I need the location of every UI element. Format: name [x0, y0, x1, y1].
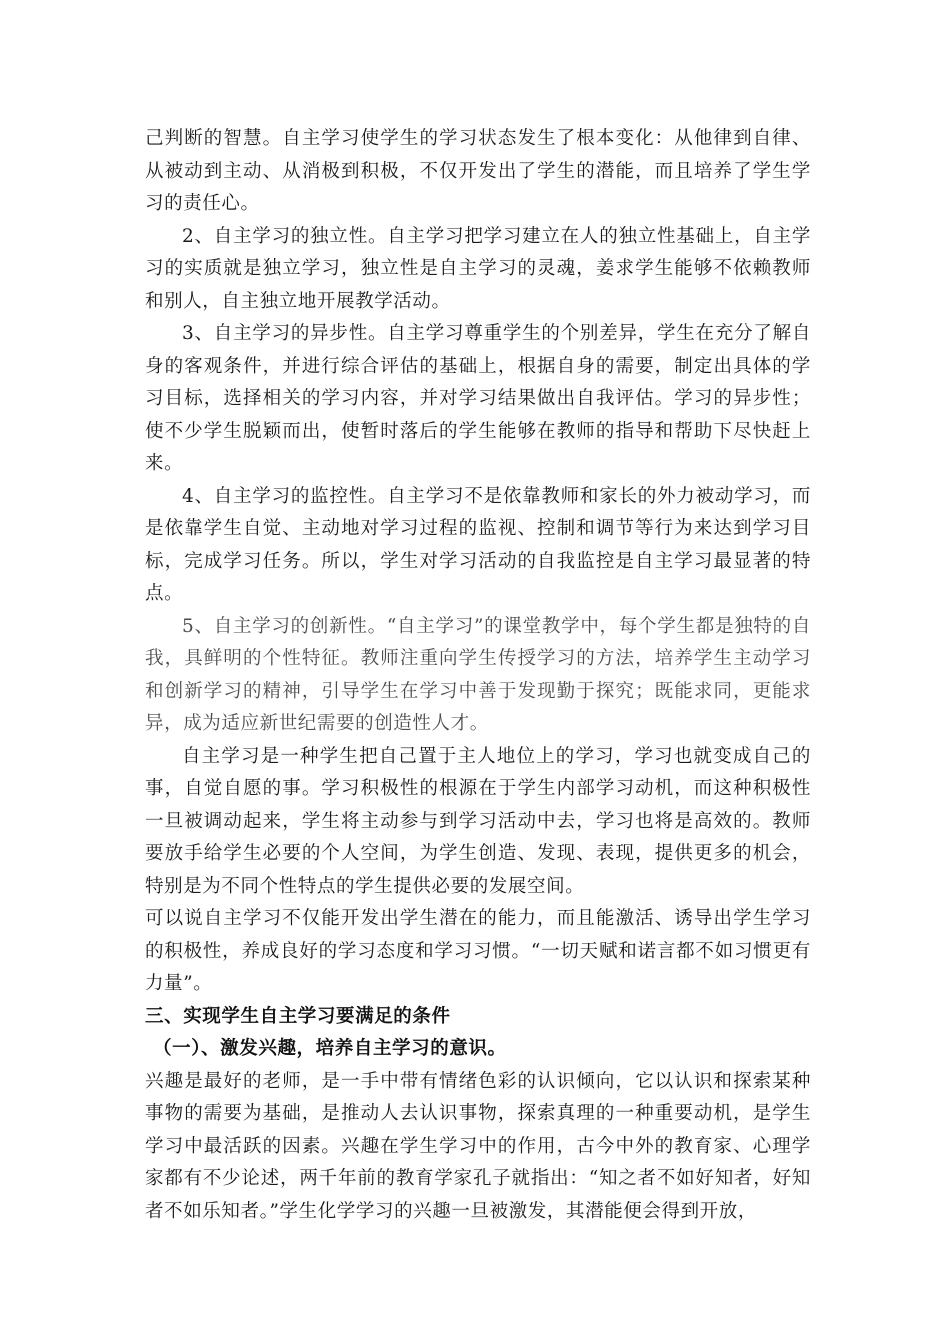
document-body	[145, 123, 811, 1228]
section-heading: 三、实现学生自主学习要满足的条件	[145, 1005, 451, 1027]
sub-heading: （一）、激发兴趣，培养自主学习的意识。	[153, 1038, 507, 1059]
paragraph-independence: 2、自主学习的独立性。自主学习把学习建立在人的独立性基础上，自主学习的实质就是独立学习，独立性是自主学习的灵魂，姜求学生能够不依赖教师和别人，自主独立地开展教学活动。	[145, 225, 811, 312]
paragraph-conclusion: 可以说自主学习不仅能开发出学生潜在的能力，而且能激活、诱导出学生学习的积极性，养成良好的学习态度和学习习惯。“一切天赋和诺言都不如习惯更有力量”。	[145, 908, 811, 994]
paragraph-interest: 兴趣是最好的老师，是一手中带有情绪色彩的认识倾向，它以认识和探索某种事物的需要为基础，是推动人去认识事物，探索真理的一种重要动机，是学生学习中最活跃的因素。兴趣在学生学习中的作用，古今中外的教育家、心理学家都有不少论述，两千年前的教育学家孔子就指出：“知之者不如好知者，好知者不如乐知者。”学生化学学习的兴趣一旦被激发，其潜能便会得到开放，	[145, 1070, 811, 1222]
paragraph-summary: 自主学习是一种学生把自己置于主人地位上的学习，学习也就变成自己的事，自觉自愿的事。学习积极性的根源在于学生内部学习动机，而这种积极性一旦被调动起来，学生将主动参与到学习活动中去，学习也将是高效的。教师要放手给学生必要的个人空间，为学生创造、发现、表现，提供更多的机会，特别是为不同个性特点的学生提供必要的发展空间。	[145, 745, 811, 897]
paragraph-asynchrony: 3、自主学习的异步性。自主学习尊重学生的个别差异，学生在充分了解自身的客观条件，并进行综合评估的基础上，根据自身的需要，制定出具体的学习目标，选择相关的学习内容，并对学习结果做出自我评估。学习的异步性；使不少学生脱颖而出，使暂时落后的学生能够在教师的指导和帮助下尽快赶上来。	[145, 323, 811, 474]
paragraph-innovation: 5、自主学习的创新性。“自主学习”的课堂教学中，每个学生都是独特的自我，具鲜明的个性特征。教师注重向学生传授学习的方法，培养学生主动学习和创新学习的精神，引导学生在学习中善于发现勤于探究；既能求同，更能求异，成为适应新世纪需要的创造性人才。	[145, 615, 811, 734]
paragraph-monitoring: 4、自主学习的监控性。自主学习不是依靠教师和家长的外力被动学习，而是依靠学生自觉、主动地对学习过程的监视、控制和调节等行为来达到学习目标，完成学习任务。所以，学生对学习活动的自我监控是自主学习最显著的特点。	[145, 485, 811, 604]
paragraph-continuation: 己判断的智慧。自主学习使学生的学习状态发生了根本变化：从他律到自律、从被动到主动、从消极到积极，不仅开发出了学生的潜能，而且培养了学生学习的责任心。	[145, 128, 811, 214]
